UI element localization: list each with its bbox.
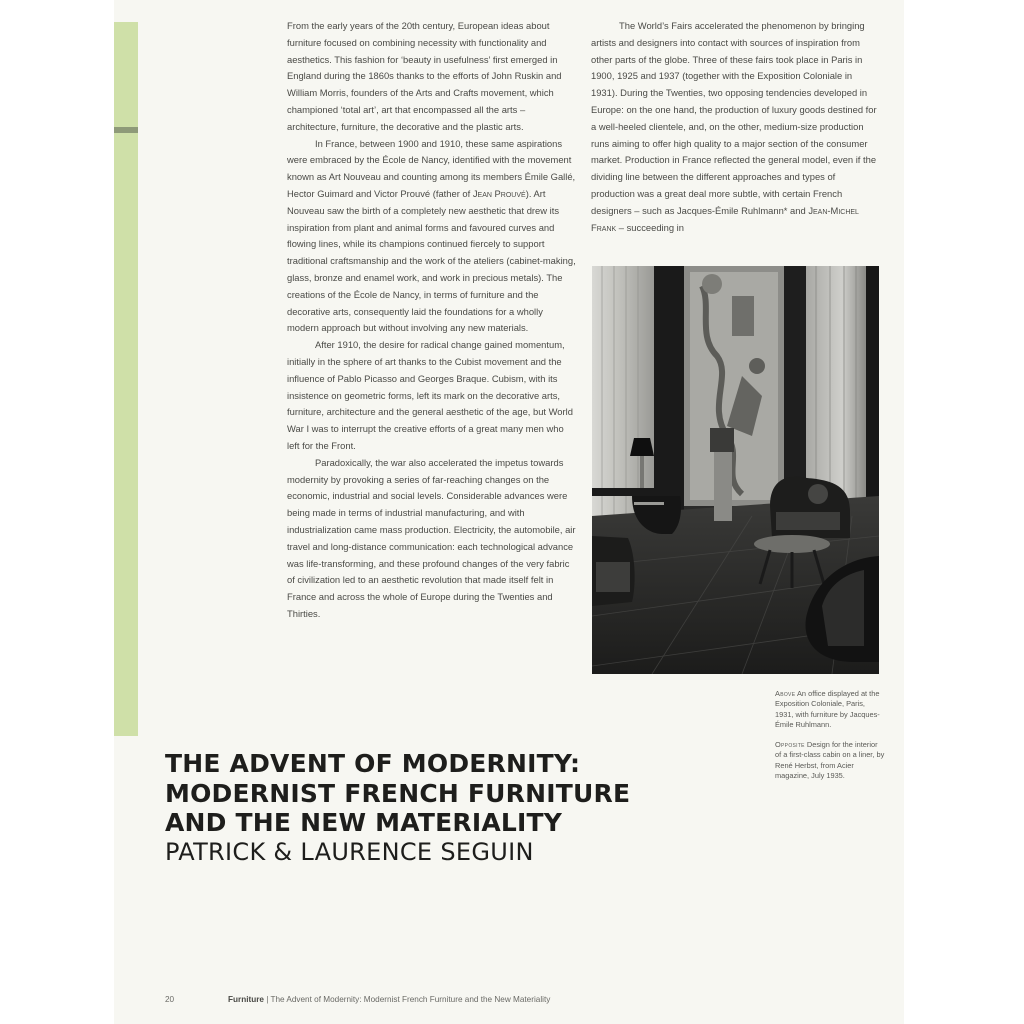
title-line-2: MODERNIST FRENCH FURNITURE	[165, 778, 631, 808]
accent-sidebar-notch	[114, 127, 138, 133]
paragraph-1: From the early years of the 20th century, European ideas about furniture focused on combining necessity with functionality and aesthetics. This fashion for ‘beauty in usefulness’ first emerged in England during the 1860s thanks to the efforts of John Ruskin and William Morris, founders of the Arts and Crafts movement, which championed ‘total art’, art that encompassed all the arts – architecture, furniture, the decorative and the plastic arts.	[287, 20, 562, 132]
photo-caption	[775, 689, 885, 791]
paragraph-3: After 1910, the desire for radical change gained momentum, initially in the sphere of art thanks to the Cubist movement and the influence of Pablo Picasso and Georges Braque. Cubism, with its insistence on geometric forms, left its mark on the decorative arts, furniture, architecture and the general aesthetic of the age, but World War I was to interrupt the creative efforts of a great many men who left for the Front.	[287, 339, 573, 451]
title-line-1: THE ADVENT OF MODERNITY:	[165, 749, 581, 778]
footer-running-title: The Advent of Modernity: Modernist French Furniture and the New Materiality	[270, 995, 551, 1004]
running-footer	[228, 995, 550, 1004]
paragraph-2: In France, between 1900 and 1910, these same aspirations were embraced by the École de Nancy, identified with the movement known as Art Nouveau and counting among its members Émile Gallé, Hector Guimard and Victor Prouvé (father of Jean Prouvé). Art Nouveau saw the birth of a completely new aesthetic that drew its inspiration from plant and animal forms and favoured curves and flowing lines, while its champions continued fiercely to support traditional craftsmanship and the work of the ateliers (cabinet-making, glass, bronze and enamel work, and work in precious metals). The creations of the École de Nancy, in terms of furniture and the decorative arts, consequently laid the foundations for a wholly modern approach but without involving any new materials.	[287, 137, 576, 334]
paragraph-4: Paradoxically, the war also accelerated the impetus towards modernity by provoking a series of far-reaching changes on the economic, industrial and social levels. Considerable advances were being made in terms of industrial manufacturing, and with industrialization came mass production. Electricity, the automobile, air travel and long-distance communication: each technological advance was life-transforming, and these profound changes of the very fabric of civilization led to an aesthetic revolution that made itself felt in France and across the whole of Europe during the Twenties and Thirties.	[287, 456, 576, 619]
body-column-right	[591, 18, 881, 236]
caption-opposite: Opposite Design for the interior of a first-class cabin on a liner, by René Herbst, from Acier magazine, July 1935.	[775, 740, 885, 781]
chapter-authors: PATRICK & LAURENCE SEGUIN	[165, 838, 534, 866]
caption-label-opposite: Opposite	[775, 740, 805, 750]
page-number: 20	[165, 995, 175, 1004]
office-photograph	[592, 266, 879, 674]
chapter-title	[165, 749, 645, 838]
caption-label-above: Above	[775, 689, 796, 698]
name-small-caps: Jean-Michel Frank	[591, 204, 859, 233]
office-interior-image	[592, 266, 879, 674]
title-line-3: AND THE NEW MATERIALITY	[165, 808, 563, 837]
footer-section: Furniture	[228, 995, 264, 1004]
footer-separator: |	[263, 995, 271, 1004]
caption-above: Above An office displayed at the Exposition Coloniale, Paris, 1931, with furniture by Jacques-Émile Ruhlmann.	[775, 689, 880, 729]
name-small-caps: Jean Prouvé	[472, 187, 526, 199]
body-column-left	[287, 18, 577, 623]
paragraph-5: The World’s Fairs accelerated the phenomenon by bringing artists and designers into contact with sources of inspiration from other parts of the globe. Three of these fairs took place in Paris in 1900, 1925 and 1937 (together with the Exposition Coloniale in 1931). During the Twenties, two opposing tendencies developed in Europe: on the one hand, the production of luxury goods destined for a well-heeled clientele, and, on the other, medium-size production runs aiming to offer high quality to a major section of the consumer market. Production in France reflected the general model, even if the dividing line between the different approaches and types of production was a great deal more subtle, with certain French designers – such as Jacques-Émile Ruhlmann* and Jean-Michel Frank – succeeding in	[591, 20, 877, 233]
